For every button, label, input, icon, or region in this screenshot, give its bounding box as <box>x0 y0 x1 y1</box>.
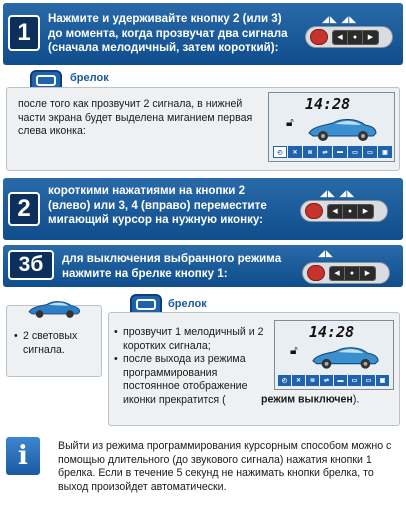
keyfob-mid-icon-3: ● <box>345 267 360 280</box>
keyfob-left-icon-3: ◀ <box>330 267 345 280</box>
keyfob-button-1 <box>310 29 328 45</box>
signal-waves-icon: ◢◣ ◢◣ <box>322 14 358 24</box>
keyfob-remote-icon-3 <box>302 262 390 284</box>
lcd-status-icon-8: ▣ <box>378 146 392 158</box>
step3-text: для выключения выбранного режима нажмите на брелке кнопку 1: <box>62 252 282 280</box>
lcd-icon-row-1 <box>273 146 392 158</box>
lcd-status-icon-2: ✕ <box>288 146 302 158</box>
lcd2-status-icon-1: ◴ <box>278 375 291 386</box>
keyfob-buttons-3 <box>329 266 376 281</box>
step2-text: короткими нажатиями на кнопки 2 (влево) или 3, 4 (вправо) переместите мигающий курсор на нужную иконку: <box>48 184 267 226</box>
keyfob-button-1-c <box>307 265 325 281</box>
car-signal-list <box>14 330 98 357</box>
keyfob-mid-icon-2: ● <box>343 205 358 218</box>
lock-icon: 🔓︎ <box>286 115 294 129</box>
panel2-item-2-suffix: ). <box>352 393 360 406</box>
keyfob-tab-2 <box>130 294 162 314</box>
step2-number: 2 <box>8 192 40 226</box>
info-text: Выйти из режима программирования курсорным способом можно с помощью длительного (до звукового сигнала) нажатия кнопки 1 брелка. Если в течение 5 секунд не нажимать кнопки брелка, то выход произойдет автоматически. <box>58 440 392 493</box>
lcd-status-icon-3: ≋ <box>303 146 317 158</box>
keyfob-buttons-2 <box>327 204 374 219</box>
panel1-text: после того как прозвучит 2 сигнала, в нижней части экрана будет выделена миганием первая слева иконка: <box>18 98 253 137</box>
lcd2-status-icon-6: ▭ <box>348 375 361 386</box>
lcd-status-icon-1: ◴ <box>273 146 287 158</box>
step3-number: 3б <box>8 250 54 280</box>
keyfob-label-2: брелок <box>168 298 207 310</box>
keyfob-button-1-b <box>305 203 323 219</box>
lcd-icon-row-2 <box>278 375 389 386</box>
lcd-time-2: 14:28 <box>309 323 355 341</box>
signal-waves-icon-2: ◢◣ ◢◣ <box>320 188 356 198</box>
car-image-small <box>26 296 82 320</box>
keyfob-right-icon-2: ▶ <box>358 205 373 218</box>
keyfob-right-icon: ▶ <box>363 31 378 44</box>
lcd-status-icon-4: ⇌ <box>318 146 332 158</box>
lcd2-status-icon-8: ▣ <box>376 375 389 386</box>
lock-icon-2: 🔓︎ <box>290 343 298 357</box>
lcd2-status-icon-3: ≋ <box>306 375 319 386</box>
info-icon: i <box>6 437 40 475</box>
lcd-screen-2 <box>274 320 394 390</box>
car-image <box>305 113 379 143</box>
keyfob-right-icon-3: ▶ <box>360 267 375 280</box>
lcd-status-icon-7: ▭ <box>363 146 377 158</box>
lcd-time-1: 14:28 <box>305 95 351 113</box>
panel2-item-2-prefix: после выхода из режима программирования постоянное отображение иконки прекратится ( <box>123 353 248 406</box>
lcd-status-icon-6: ▭ <box>348 146 362 158</box>
lcd-screen-1 <box>268 92 395 162</box>
keyfob-buttons <box>332 30 379 45</box>
lcd2-status-icon-7: ▭ <box>362 375 375 386</box>
keyfob-left-icon-2: ◀ <box>328 205 343 218</box>
lcd2-status-icon-5: ▬ <box>334 375 347 386</box>
step1-text: Нажмите и удерживайте кнопку 2 (или 3) до момента, когда прозвучат два сигнала (сначала мелодичный, затем короткий): <box>48 12 288 54</box>
keyfob-remote-icon-2 <box>300 200 388 222</box>
panel2-item-2-bold: режим выключен <box>261 393 353 406</box>
lcd2-status-icon-2: ✕ <box>292 375 305 386</box>
lcd2-status-icon-4: ⇌ <box>320 375 333 386</box>
car-image-2 <box>309 341 381 371</box>
keyfob-remote-icon <box>305 26 393 48</box>
lcd-status-icon-5: ▬ <box>333 146 347 158</box>
panel2-item-1: • прозвучит 1 мелодичный и 2 коротких сигнала; <box>114 326 264 353</box>
keyfob-mid-icon: ● <box>348 31 363 44</box>
signal-waves-icon-3: ◢◣ <box>318 248 334 258</box>
car-signal-text: • 2 световых сигнала. <box>14 330 98 357</box>
keyfob-outline-icon-2 <box>136 299 156 310</box>
keyfob-outline-icon <box>36 75 56 86</box>
keyfob-left-icon: ◀ <box>333 31 348 44</box>
keyfob-label: брелок <box>70 72 109 84</box>
step1-number: 1 <box>8 15 40 51</box>
